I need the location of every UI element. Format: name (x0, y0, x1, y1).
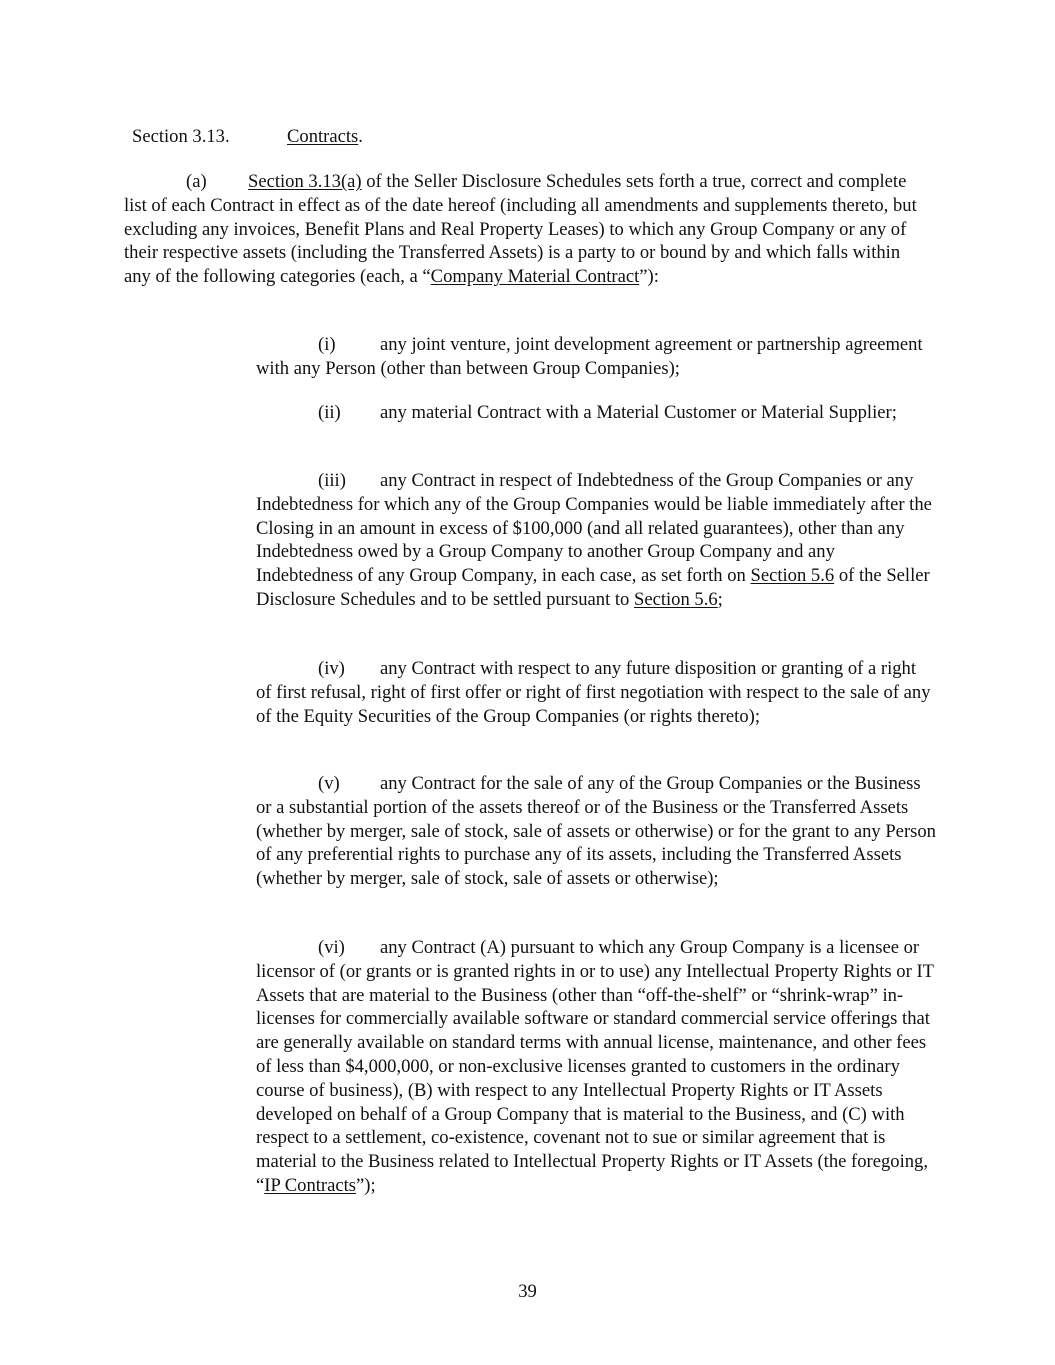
section-heading (132, 125, 363, 149)
clause-label: (iv) (318, 658, 345, 679)
section-number: Section 3.13. (132, 126, 230, 147)
clause-ii (256, 401, 936, 425)
clause-label: (iii) (318, 470, 346, 491)
clause-v (256, 772, 936, 891)
clause-i (256, 333, 936, 381)
clause-label: (v) (318, 773, 340, 794)
clause-text: any joint venture, joint development agreement or partnership agreement with any Person (other than between Group Companies); (256, 334, 923, 379)
clause-text: any Contract for the sale of any of the Group Companies or the Business or a substantial portion of the assets thereof or of the Business or the Transferred Assets (whether by merger, sale of stock, sale of assets or otherwise) or for the grant to any Person of any preferential rights to purchase any of its assets, including the Transferred Assets (whether by merger, sale of stock, sale of assets or otherwise); (256, 773, 936, 890)
clause-text: any material Contract with a Material Customer or Material Supplier; (380, 402, 897, 423)
paragraph-text-end: ”): (639, 266, 659, 288)
clause-label: (vi) (318, 937, 345, 958)
clause-text: any Contract (A) pursuant to which any Group Company is a licensee or licensor of (or grants or is granted rights in or to use) any Intellectual Property Rights or IT Assets that are material to the Business (other than “off-the-shelf” or “shrink-wrap” in-licenses for commercially available software or standard commercial service offerings that are generally available on standard terms with annual license, maintenance, and other fees of less than $4,000,000, or non-exclusive licenses granted to customers in the ordinary course of business), (B) with respect to any Intellectual Property Rights or IT Assets developed on behalf of a Group Company that is material to the Business, and (C) with respect to a settlement, co-existence, covenant not to sue or similar agreement that is material to the Business related to Intellectual Property Rights or IT Assets (the foregoing, “ (256, 937, 934, 1196)
defined-term: IP Contracts (264, 1174, 357, 1196)
clause-vi (256, 936, 936, 1198)
section-reference-link: Section 5.6 (634, 588, 718, 610)
section-reference-link: Section 5.6 (750, 565, 835, 587)
section-title-suffix: . (358, 126, 363, 147)
paragraph-text: of the Seller Disclosure Schedules sets forth a true, correct and complete list of each Contract in effect as of the date hereof (including all amendments and supplements thereto, but excluding any invoices, Benefit Plans and Real Property Leases) to which any Group Company or any of their respective assets (including the Transferred Assets) is a party to or bound by and which falls within any of the following categories (each, a “ (124, 171, 917, 288)
clause-label: (i) (318, 334, 336, 355)
clause-label: (ii) (318, 402, 341, 423)
clause-text: any Contract in respect of Indebtedness of the Group Companies or any Indebtedness for which any of the Group Companies would be liable immediately after the Closing in an amount in excess of $100,000 (and all related guarantees), other than any Indebtedness owed by a Group Company to another Group Company and any Indebtedness of any Group Company, in each case, as set forth on (256, 470, 932, 587)
clause-text: any Contract with respect to any future disposition or granting of a right of first refusal, right of first offer or right of first negotiation with respect to the sale of any of the Equity Securities of the Group Companies (or rights thereto); (256, 658, 931, 727)
defined-term: Company Material Contract (430, 266, 640, 288)
clause-iv (256, 657, 936, 728)
section-reference-link: Section 3.13(a) (248, 171, 362, 192)
page-number: 39 (518, 1281, 537, 1302)
clause-iii (256, 469, 936, 612)
paragraph-label: (a) (186, 171, 207, 192)
paragraph-a (124, 170, 929, 289)
section-title: Contracts (287, 126, 359, 147)
clause-text-end: ; (717, 588, 723, 610)
clause-text-end: ”); (356, 1174, 376, 1196)
clause-text: of the Seller Disclosure Schedules and to be settled pursuant to (256, 565, 930, 610)
